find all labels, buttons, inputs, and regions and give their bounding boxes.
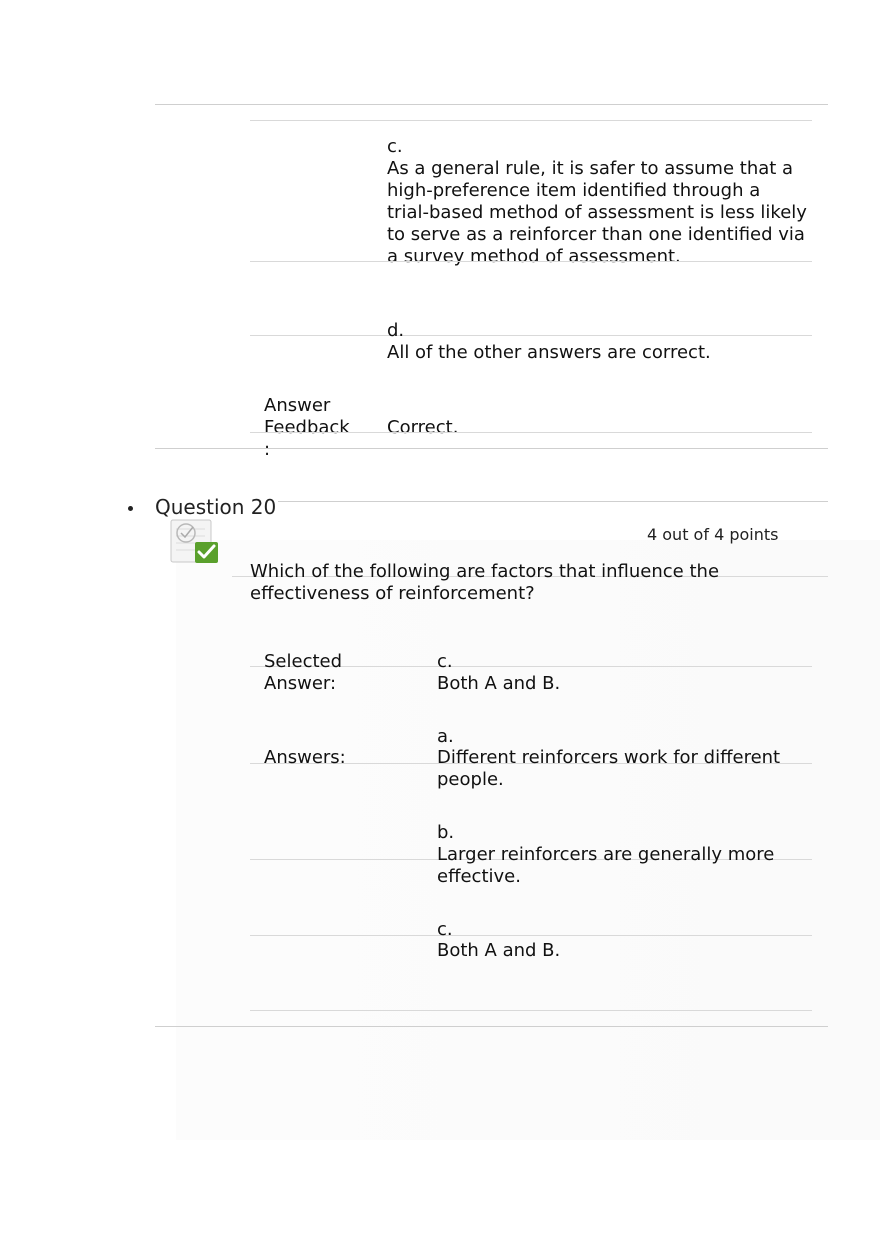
divider bbox=[250, 1010, 812, 1011]
option-letter: c. bbox=[387, 136, 403, 157]
divider bbox=[155, 1026, 828, 1027]
selected-answer-label: Selected bbox=[264, 651, 343, 672]
selected-answer-text: Both A and B. bbox=[437, 673, 561, 694]
option-letter: d. bbox=[387, 320, 405, 341]
divider bbox=[155, 448, 828, 449]
answer-text: Different reinforcers work for different people. bbox=[437, 747, 781, 790]
divider bbox=[250, 432, 812, 433]
answer-letter: a. bbox=[437, 726, 454, 747]
points-earned: 4 out of 4 points bbox=[647, 525, 779, 544]
divider bbox=[250, 335, 812, 336]
feedback-label: Feedback bbox=[264, 417, 350, 438]
list-bullet bbox=[128, 506, 133, 511]
answer-letter: b. bbox=[437, 822, 455, 843]
feedback-label: Answer bbox=[264, 395, 331, 416]
correct-check-icon bbox=[169, 517, 221, 567]
question-title: Question 20 bbox=[155, 495, 277, 519]
option-text: As a general rule, it is safer to assume that a high-preference item identified through a trial-based method of assessment is less likely to serve as a reinforcer than one identified via a survey method of assessment. bbox=[387, 158, 807, 267]
answer-text: Both A and B. bbox=[437, 940, 561, 961]
divider bbox=[250, 261, 812, 262]
answers-label: Answers: bbox=[264, 747, 346, 768]
feedback-value: Correct. bbox=[387, 417, 459, 438]
answer-text: Larger reinforcers are generally more effective. bbox=[437, 844, 775, 887]
divider bbox=[250, 935, 812, 936]
option-text: All of the other answers are correct. bbox=[387, 342, 711, 363]
feedback-label: : bbox=[264, 439, 271, 460]
question-prompt: Which of the following are factors that influence the effectiveness of reinforcement? bbox=[250, 561, 720, 604]
answer-letter: c. bbox=[437, 919, 453, 940]
selected-answer-label: Answer: bbox=[264, 673, 337, 694]
divider bbox=[250, 120, 812, 121]
divider bbox=[278, 501, 828, 502]
selected-answer-letter: c. bbox=[437, 651, 453, 672]
divider bbox=[155, 104, 828, 105]
question-background bbox=[176, 540, 880, 1140]
